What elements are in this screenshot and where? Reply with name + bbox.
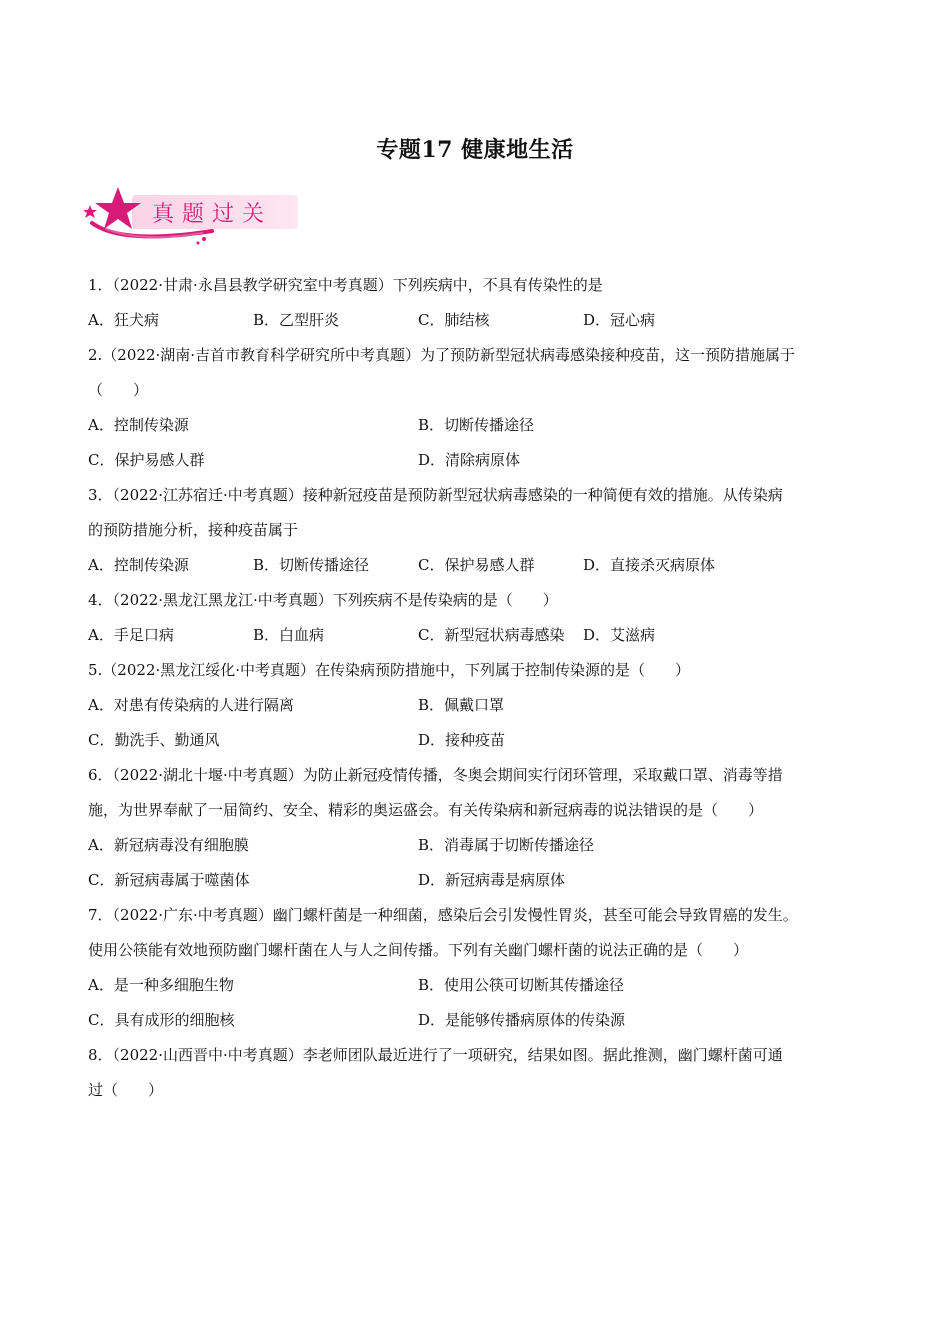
option-b: B．白血病 xyxy=(253,626,325,644)
question-6 xyxy=(88,758,878,898)
option-c: C．保护易感人群 xyxy=(88,451,205,469)
option-b: B．乙型肝炎 xyxy=(253,311,340,329)
option-a: A．控制传染源 xyxy=(88,416,189,434)
option-row xyxy=(88,863,878,898)
question-stem: 6．（2022·湖北十堰·中考真题）为防止新冠疫情传播，冬奥会期间实行闭环管理，采取戴口罩、消毒等措 xyxy=(88,766,783,784)
question-4 xyxy=(88,583,878,653)
option-row xyxy=(88,618,878,653)
option-c: C．肺结核 xyxy=(418,311,490,329)
question-3 xyxy=(88,478,878,583)
question-stem: 7．（2022·广东·中考真题）幽门螺杆菌是一种细菌，感染后会引发慢性胃炎，甚至可能会导致胃癌的发生。 xyxy=(88,906,798,924)
question-stem-cont: 使用公筷能有效地预防幽门螺杆菌在人与人之间传播。下列有关幽门螺杆菌的说法正确的是（ ） xyxy=(88,941,749,959)
question-stem: 1．（2022·甘肃·永昌县教学研究室中考真题）下列疾病中，不具有传染性的是 xyxy=(88,276,603,294)
question-stem-cont: 的预防措施分析，接种疫苗属于 xyxy=(88,521,299,539)
option-row xyxy=(88,828,878,863)
option-d: D．冠心病 xyxy=(583,311,656,329)
question-stem-cont: （ ） xyxy=(88,381,149,399)
option-c: C．新冠病毒属于噬菌体 xyxy=(88,871,250,889)
option-b: B．使用公筷可切断其传播途径 xyxy=(418,976,625,994)
option-a: A．新冠病毒没有细胞膜 xyxy=(88,836,249,854)
option-d: D．新冠病毒是病原体 xyxy=(418,871,566,889)
option-row xyxy=(88,688,878,723)
option-a: A．控制传染源 xyxy=(88,556,189,574)
option-d: D．艾滋病 xyxy=(583,626,656,644)
question-stem: 2.（2022·湖南·吉首市教育科学研究所中考真题）为了预防新型冠状病毒感染接种疫苗，这一预防措施属于 xyxy=(88,346,796,364)
option-a: A．狂犬病 xyxy=(88,311,159,329)
option-c: C．保护易感人群 xyxy=(418,556,535,574)
question-8 xyxy=(88,1038,878,1108)
question-5 xyxy=(88,653,878,758)
question-7 xyxy=(88,898,878,1038)
option-d: D．是能够传播病原体的传染源 xyxy=(418,1011,626,1029)
option-row xyxy=(88,548,878,583)
question-stem: 4．（2022·黑龙江黑龙江·中考真题）下列疾病不是传染病的是（ ） xyxy=(88,591,558,609)
option-row xyxy=(88,723,878,758)
question-list xyxy=(88,268,878,1108)
option-a: A．对患有传染病的人进行隔离 xyxy=(88,696,294,714)
option-c: C．勤洗手、勤通风 xyxy=(88,731,220,749)
question-1 xyxy=(88,268,878,338)
section-banner xyxy=(82,183,302,245)
question-stem: 8．（2022·山西晋中·中考真题）李老师团队最近进行了一项研究，结果如图。据此推测，幽门螺杆菌可通 xyxy=(88,1046,783,1064)
option-row xyxy=(88,443,878,478)
option-row xyxy=(88,968,878,1003)
question-2 xyxy=(88,338,878,478)
option-a: A．手足口病 xyxy=(88,626,174,644)
question-stem-cont: 过（ ） xyxy=(88,1081,164,1099)
option-a: A．是一种多细胞生物 xyxy=(88,976,234,994)
option-d: D．清除病原体 xyxy=(418,451,521,469)
option-c: C．新型冠状病毒感染 xyxy=(418,626,565,644)
question-stem: 5.（2022·黑龙江绥化·中考真题）在传染病预防措施中，下列属于控制传染源的是（ ） xyxy=(88,661,691,679)
option-row xyxy=(88,408,878,443)
page-title: 专题17 健康地生活 xyxy=(376,137,574,163)
option-b: B．切断传播途径 xyxy=(418,416,535,434)
question-stem-cont: 施，为世界奉献了一届简约、安全、精彩的奥运盛会。有关传染病和新冠病毒的说法错误的是（ ） xyxy=(88,801,764,819)
option-b: B．佩戴口罩 xyxy=(418,696,505,714)
option-d: D．接种疫苗 xyxy=(418,731,506,749)
option-c: C．具有成形的细胞核 xyxy=(88,1011,235,1029)
banner-label: 真题过关 xyxy=(152,202,273,227)
option-row xyxy=(88,303,878,338)
option-b: B．消毒属于切断传播途径 xyxy=(418,836,595,854)
option-b: B．切断传播途径 xyxy=(253,556,370,574)
option-row xyxy=(88,1003,878,1038)
option-d: D．直接杀灭病原体 xyxy=(583,556,716,574)
question-stem: 3．（2022·江苏宿迁·中考真题）接种新冠疫苗是预防新型冠状病毒感染的一种简便有效的措施。从传染病 xyxy=(88,486,783,504)
